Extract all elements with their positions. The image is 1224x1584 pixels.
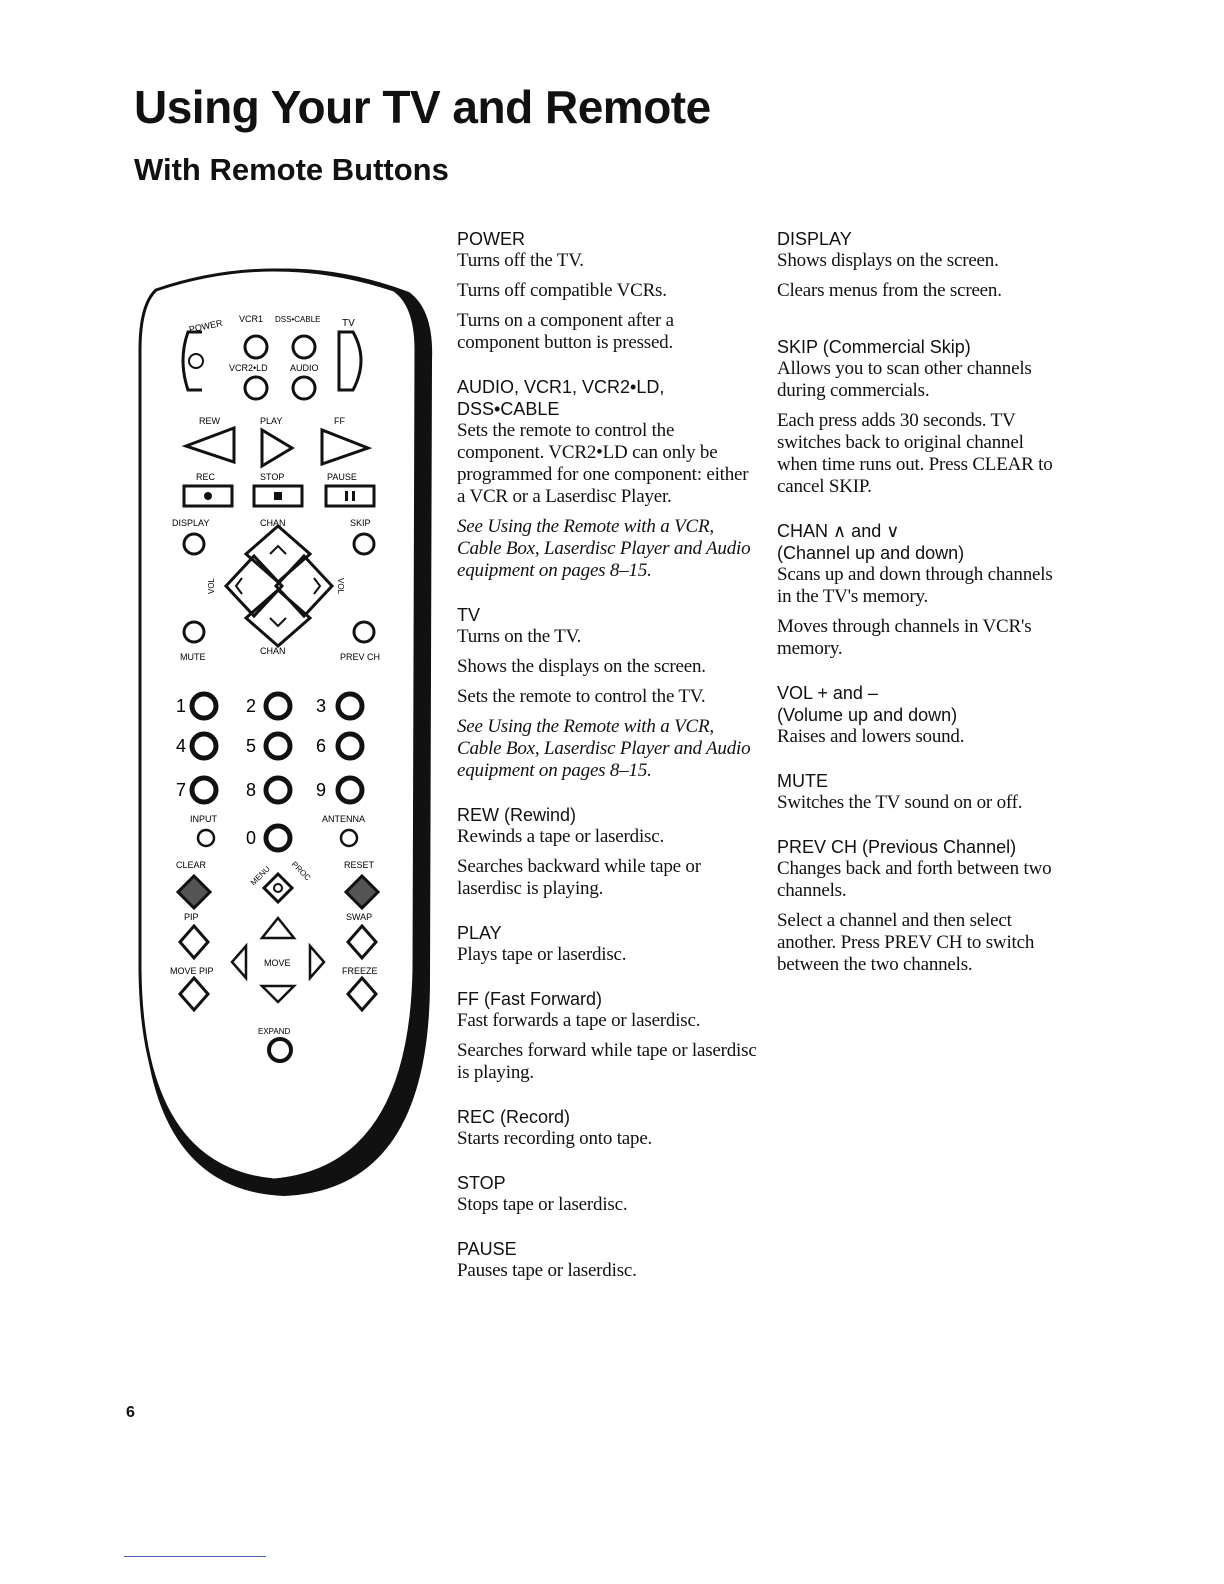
tv-entry-title: TV	[457, 605, 481, 625]
column-right	[777, 228, 1067, 976]
ff-entry-text-1: Fast forwards a tape or laserdisc.	[457, 1010, 701, 1031]
skip-entry	[777, 336, 1067, 498]
rew-label: REW	[199, 416, 220, 426]
pause-entry-text-1: Pauses tape or laserdisc.	[457, 1260, 637, 1281]
mute-entry	[777, 770, 1067, 814]
display-entry-title: DISPLAY	[777, 229, 852, 249]
mute-entry-text-1: Switches the TV sound on or off.	[777, 792, 1023, 813]
vol-entry-subtitle: (Volume up and down)	[777, 705, 958, 725]
pip-label: PIP	[184, 912, 199, 922]
expand-label: EXPAND	[258, 1027, 291, 1036]
audio-entry-text-1: Sets the remote to control the component. VCR2•LD can only be programmed for one component: either a VCR or a Laserdisc Player.	[457, 420, 749, 507]
chan-top-label: CHAN	[260, 518, 286, 528]
pause-label: PAUSE	[327, 472, 357, 482]
footer-divider	[124, 1556, 266, 1557]
prev-ch-entry-text-2: Select a channel and then select another. Press PREV CH to switch between the two channels.	[777, 910, 1035, 975]
tv-entry-text-2: Shows the displays on the screen.	[457, 656, 706, 677]
rec-icon	[204, 492, 212, 500]
digit-4-label: 4	[176, 736, 187, 756]
prev-ch-label: PREV CH	[340, 652, 381, 662]
page-subtitle: With Remote Buttons	[134, 152, 449, 187]
proc-label: PROC	[289, 859, 313, 883]
freeze-label: FREEZE	[342, 966, 378, 976]
dss-cable-label: DSS•CABLE	[275, 315, 321, 324]
rew-entry-text-2: Searches backward while tape or laserdisc is playing.	[457, 856, 701, 899]
rec-entry	[457, 1106, 757, 1150]
reset-label: RESET	[344, 860, 375, 870]
power-entry-text-3: Turns on a component after a component button is pressed.	[457, 310, 674, 353]
page-number: 6	[126, 1404, 135, 1421]
chan-entry-text-1: Scans up and down through channels in the TV's memory.	[777, 564, 1053, 607]
digit-0-label: 0	[246, 828, 257, 848]
vcr1-label: VCR1	[239, 314, 264, 324]
skip-entry-text-2: Each press adds 30 seconds. TV switches back to original channel when time runs out. Press CLEAR to cancel SKIP.	[777, 410, 1053, 497]
play-label: PLAY	[260, 416, 283, 426]
rec-entry-title: REC (Record)	[457, 1107, 571, 1127]
play-entry	[457, 922, 757, 966]
vol-right-label: VOL	[336, 578, 345, 595]
audio-label: AUDIO	[290, 363, 319, 373]
move-pip-label: MOVE PIP	[170, 966, 214, 976]
ff-label: FF	[334, 416, 345, 426]
swap-label: SWAP	[346, 912, 373, 922]
mute-label: MUTE	[180, 652, 206, 662]
antenna-label: ANTENNA	[322, 814, 366, 824]
remote-illustration	[134, 250, 434, 1200]
display-entry-text-1: Shows displays on the screen.	[777, 250, 999, 271]
input-label: INPUT	[190, 814, 217, 824]
chan-bottom-label: CHAN	[260, 646, 286, 656]
display-entry-text-2: Clears menus from the screen.	[777, 280, 1002, 301]
audio-entry-italic: See Using the Remote with a VCR, Cable Box, Laserdisc Player and Audio equipment on pages 8–15.	[457, 516, 751, 581]
remote-body	[140, 270, 416, 1180]
vol-entry	[777, 682, 1067, 748]
digit-9-label: 9	[316, 780, 327, 800]
display-entry	[777, 228, 1067, 302]
vol-left-label: VOL	[207, 577, 216, 594]
power-entry-title: POWER	[457, 229, 526, 249]
vol-entry-text-1: Raises and lowers sound.	[777, 726, 965, 747]
clear-label: CLEAR	[176, 860, 207, 870]
ff-entry-text-2: Searches forward while tape or laserdisc is playing.	[457, 1040, 757, 1083]
prev-ch-entry	[777, 836, 1067, 976]
play-entry-text-1: Plays tape or laserdisc.	[457, 944, 627, 965]
digit-8-label: 8	[246, 780, 257, 800]
pause-entry-title: PAUSE	[457, 1239, 517, 1259]
audio-entry-title: AUDIO, VCR1, VCR2•LD, DSS•CABLE	[457, 377, 665, 419]
rew-entry-title: REW (Rewind)	[457, 805, 577, 825]
tv-label: TV	[342, 318, 355, 329]
move-label: MOVE	[264, 958, 291, 968]
digit-3-label: 3	[316, 696, 327, 716]
vol-entry-title: VOL + and –	[777, 683, 878, 703]
ff-entry	[457, 988, 757, 1084]
mute-entry-title: MUTE	[777, 771, 828, 791]
page-title: Using Your TV and Remote	[134, 81, 711, 133]
pause-icon-right	[352, 491, 355, 501]
chan-entry-title: CHAN ∧ and ∨	[777, 521, 900, 541]
rew-entry	[457, 804, 757, 900]
column-left	[457, 228, 757, 1282]
ff-entry-title: FF (Fast Forward)	[457, 989, 603, 1009]
power-entry-text-2: Turns off compatible VCRs.	[457, 280, 667, 301]
tv-entry-text-3: Sets the remote to control the TV.	[457, 686, 706, 707]
chan-entry-text-2: Moves through channels in VCR's memory.	[777, 616, 1032, 659]
power-entry-text-1: Turns off the TV.	[457, 250, 584, 271]
digit-6-label: 6	[316, 736, 327, 756]
skip-label: SKIP	[350, 518, 371, 528]
stop-icon	[274, 492, 282, 500]
skip-entry-text-1: Allows you to scan other channels during commercials.	[777, 358, 1032, 401]
rew-entry-text-1: Rewinds a tape or laserdisc.	[457, 826, 665, 847]
display-label: DISPLAY	[172, 518, 210, 528]
tv-entry-italic: See Using the Remote with a VCR, Cable Box, Laserdisc Player and Audio equipment on pages 8–15.	[457, 716, 751, 781]
stop-entry	[457, 1172, 757, 1216]
skip-entry-title: SKIP (Commercial Skip)	[777, 337, 971, 357]
pause-entry	[457, 1238, 757, 1282]
stop-label: STOP	[260, 472, 285, 482]
prev-ch-entry-title: PREV CH (Previous Channel)	[777, 837, 1017, 857]
stop-entry-title: STOP	[457, 1173, 506, 1193]
play-entry-title: PLAY	[457, 923, 502, 943]
power-entry	[457, 228, 757, 354]
tv-entry-text-1: Turns on the TV.	[457, 626, 582, 647]
digit-5-label: 5	[246, 736, 257, 756]
prev-ch-entry-text-1: Changes back and forth between two channels.	[777, 858, 1052, 901]
digit-1-label: 1	[176, 696, 187, 716]
digit-7-label: 7	[176, 780, 187, 800]
digit-2-label: 2	[246, 696, 257, 716]
vcr2-ld-label: VCR2•LD	[229, 363, 268, 373]
chan-entry	[777, 520, 1067, 660]
chan-entry-subtitle: (Channel up and down)	[777, 543, 965, 563]
rec-entry-text-1: Starts recording onto tape.	[457, 1128, 653, 1149]
power-label: POWER	[188, 317, 224, 335]
menu-label: MENU	[248, 864, 272, 888]
stop-entry-text-1: Stops tape or laserdisc.	[457, 1194, 628, 1215]
audio-entry	[457, 376, 757, 582]
pause-icon-left	[345, 491, 348, 501]
rec-label: REC	[196, 472, 216, 482]
tv-entry	[457, 604, 757, 782]
